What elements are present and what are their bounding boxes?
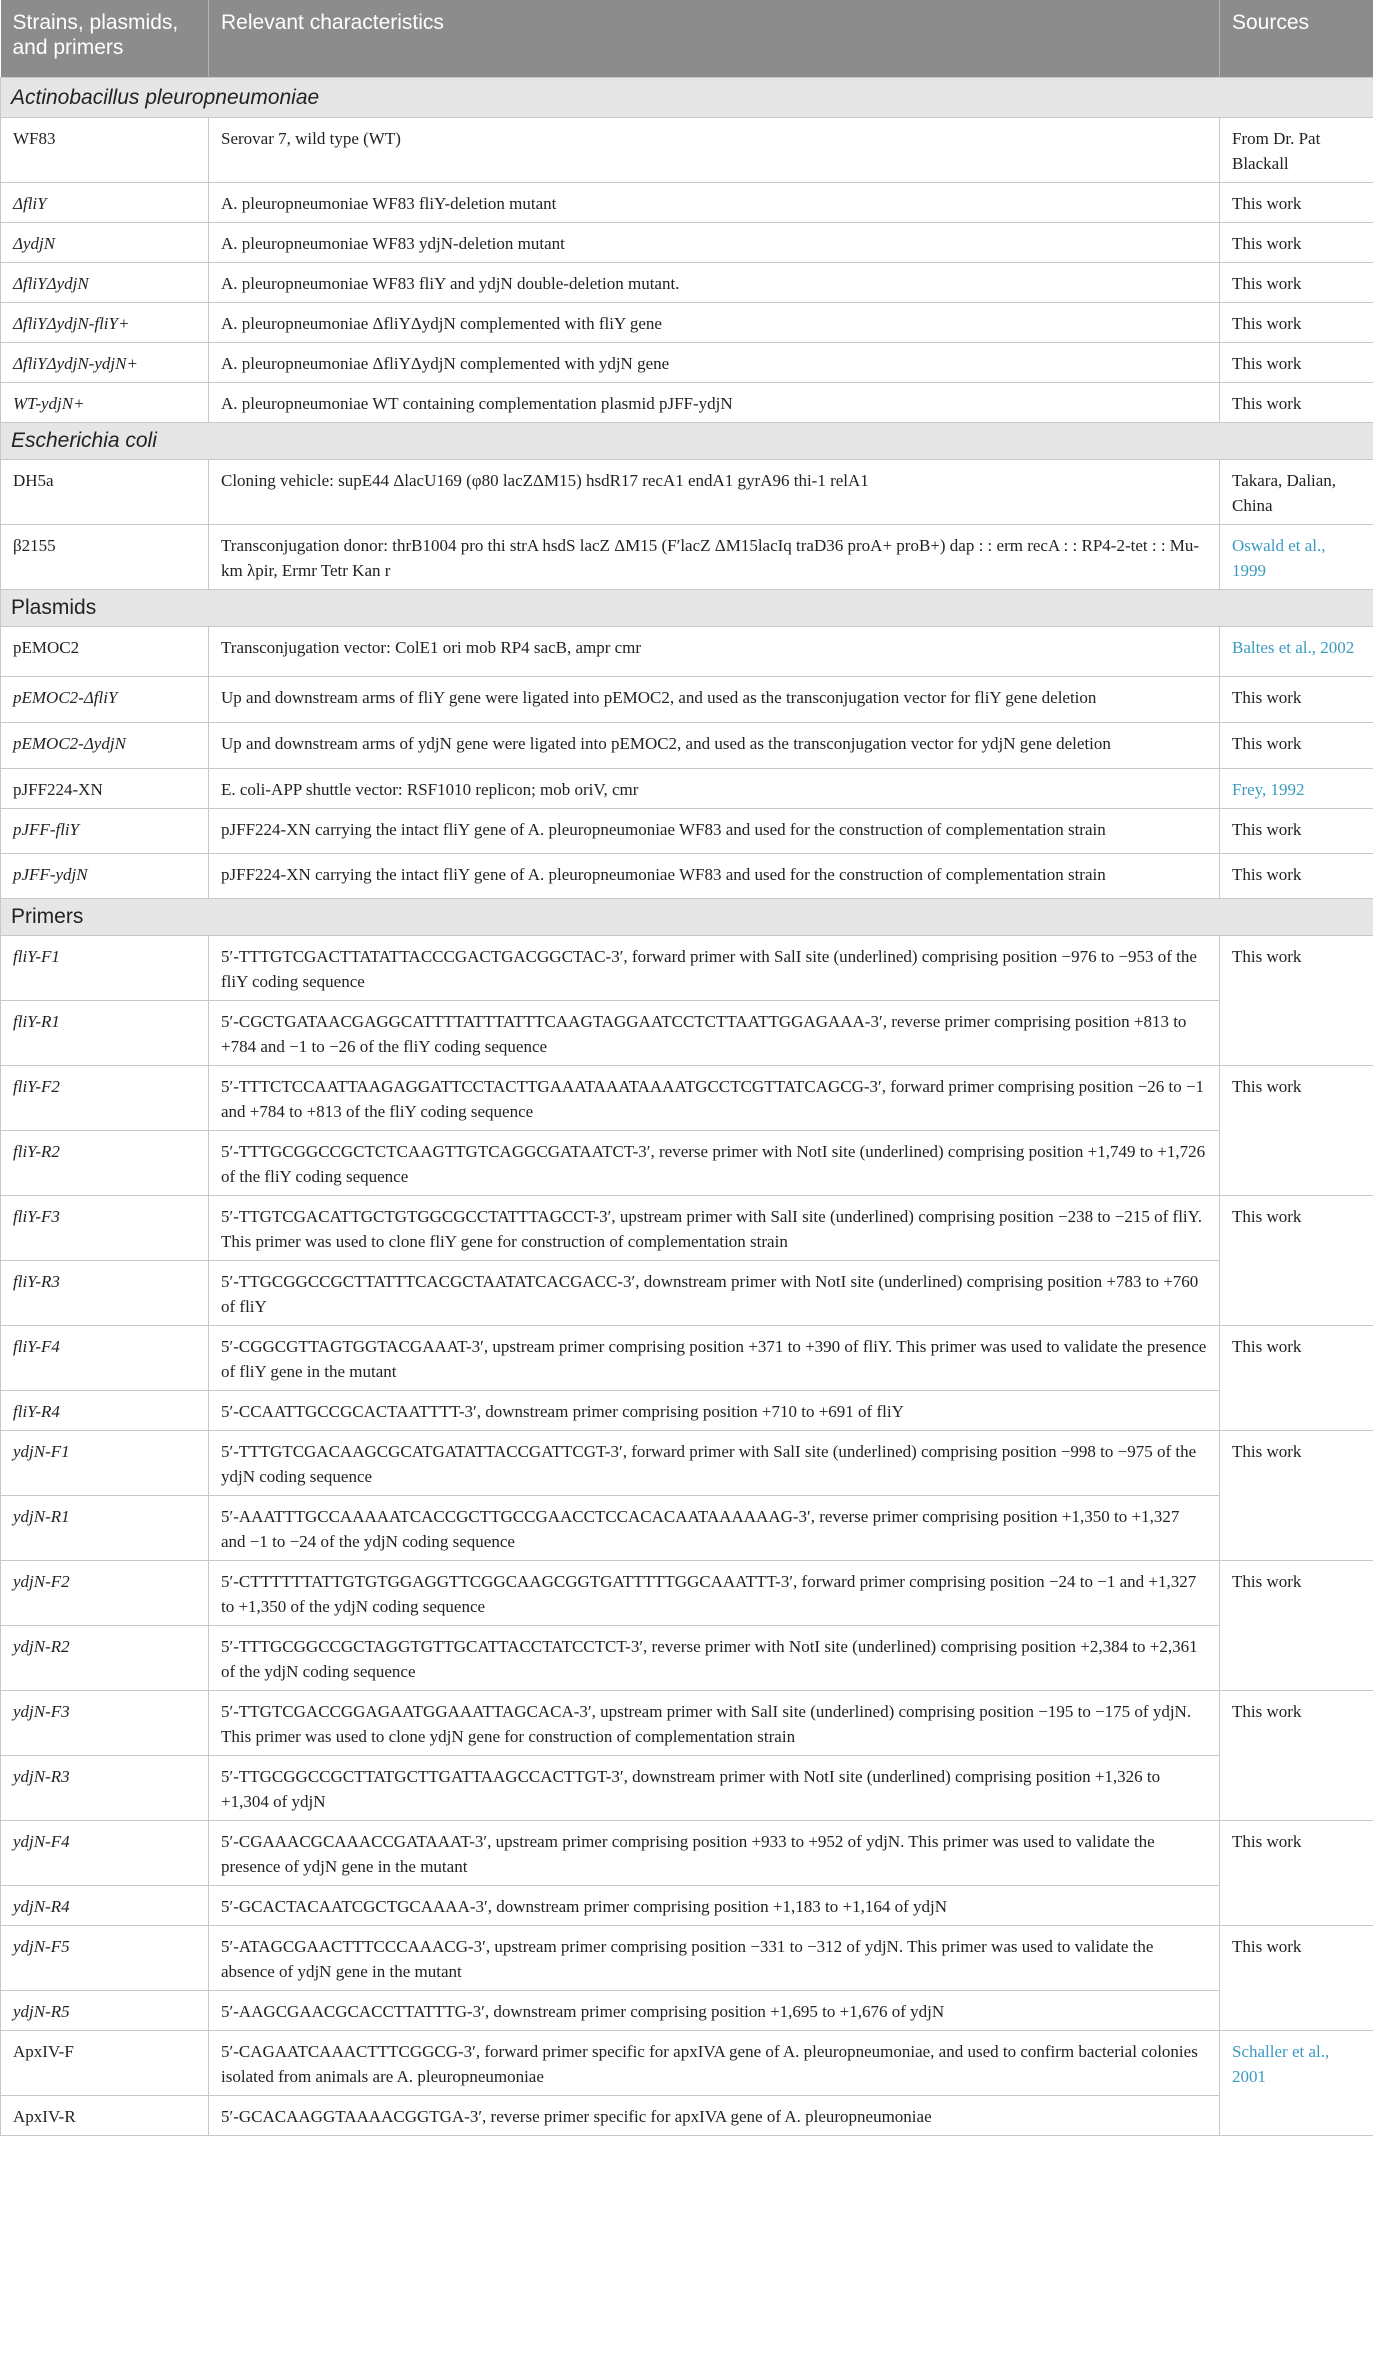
row-name: DH5a [1, 459, 209, 524]
row-characteristics: pJFF224-XN carrying the intact fliY gene of A. pleuropneumoniae WF83 and used for the construction of complementation strain [209, 808, 1220, 853]
row-characteristics: 5′-CGAAACGCAAACCGATAAAT-3′, upstream primer comprising position +933 to +952 of ydjN. This primer was used to validate the presence of ydjN gene in the mutant [209, 1820, 1220, 1885]
table-row [1, 1925, 1373, 1990]
row-name: ydjN-R5 [1, 1990, 209, 2030]
row-source: This work [1220, 935, 1373, 1065]
header-col-sources: Sources [1220, 0, 1373, 77]
row-characteristics: 5′-CGCTGATAACGAGGCATTTTATTTATTTCAAGTAGGAATCCTCTTAATTGGAGAAA-3′, reverse primer comprising position +813 to +784 and −1 to −26 of the fliY coding sequence [209, 1000, 1220, 1065]
header-col-characteristics: Relevant characteristics [209, 0, 1220, 77]
table-header-row [1, 0, 1373, 77]
section-row-primers [1, 898, 1373, 935]
citation-link[interactable]: Baltes et al., 2002 [1220, 626, 1373, 676]
row-name: ΔfliY [1, 182, 209, 222]
section-title-primers: Primers [1, 898, 1373, 935]
row-characteristics: 5′-TTTGTCGACTTATATTACCCGACTGACGGCTAC-3′, forward primer with SalI site (underlined) comprising position −976 to −953 of the fliY coding sequence [209, 935, 1220, 1000]
row-source: This work [1220, 722, 1373, 768]
row-name: ΔydjN [1, 222, 209, 262]
row-characteristics: 5′-TTGCGGCCGCTTATTTCACGCTAATATCACGACC-3′, downstream primer with NotI site (underlined) comprising position +783 to +760 of fliY [209, 1260, 1220, 1325]
section-row-ecoli [1, 422, 1373, 459]
row-characteristics: Up and downstream arms of ydjN gene were ligated into pEMOC2, and used as the transconjugation vector for ydjN gene deletion [209, 722, 1220, 768]
table-row [1, 1990, 1373, 2030]
row-name: WF83 [1, 117, 209, 182]
table-row [1, 1495, 1373, 1560]
row-characteristics: Transconjugation vector: ColE1 ori mob RP4 sacB, ampr cmr [209, 626, 1220, 676]
table-row [1, 342, 1373, 382]
row-characteristics: E. coli-APP shuttle vector: RSF1010 replicon; mob oriV, cmr [209, 768, 1220, 808]
table-row [1, 1885, 1373, 1925]
row-name: fliY-R1 [1, 1000, 209, 1065]
row-name: pEMOC2-ΔfliY [1, 676, 209, 722]
row-name: ydjN-R3 [1, 1755, 209, 1820]
row-name: ydjN-R4 [1, 1885, 209, 1925]
row-name: fliY-F2 [1, 1065, 209, 1130]
row-source: This work [1220, 182, 1373, 222]
row-name: ydjN-F4 [1, 1820, 209, 1885]
row-name: WT-ydjN+ [1, 382, 209, 422]
row-name: ydjN-F3 [1, 1690, 209, 1755]
table-row [1, 808, 1373, 853]
row-characteristics: 5′-CCAATTGCCGCACTAATTTT-3′, downstream primer comprising position +710 to +691 of fliY [209, 1390, 1220, 1430]
row-characteristics: 5′-TTGTCGACATTGCTGTGGCGCCTATTTAGCCT-3′, upstream primer with SalI site (underlined) comprising position −238 to −215 of fliY. This primer was used to clone fliY gene for construction of complementation strain [209, 1195, 1220, 1260]
row-name: fliY-F1 [1, 935, 209, 1000]
table-row [1, 626, 1373, 676]
row-characteristics: Transconjugation donor: thrB1004 pro thi strA hsdS lacZ ΔM15 (F′lacZ ΔM15lacIq traD36 proA+ proB+) dap : : erm recA : : RP4-2-tet : : Mu-km λpir, Ermr Tetr Kan r [209, 524, 1220, 589]
row-source: This work [1220, 1065, 1373, 1195]
row-name: ApxIV-F [1, 2030, 209, 2095]
table-row [1, 222, 1373, 262]
row-name: ydjN-F1 [1, 1430, 209, 1495]
row-name: β2155 [1, 524, 209, 589]
row-name: fliY-R4 [1, 1390, 209, 1430]
section-row-app [1, 77, 1373, 117]
row-name: fliY-F4 [1, 1325, 209, 1390]
table-row [1, 182, 1373, 222]
row-name: ydjN-F2 [1, 1560, 209, 1625]
row-characteristics: A. pleuropneumoniae WF83 ydjN-deletion mutant [209, 222, 1220, 262]
table-row [1, 382, 1373, 422]
row-name: ΔfliYΔydjN-fliY+ [1, 302, 209, 342]
row-characteristics: 5′-CAGAATCAAACTTTCGGCG-3′, forward primer specific for apxIVA gene of A. pleuropneumoniae, and used to confirm bacterial colonies isolated from animals are A. pleuropneumoniae [209, 2030, 1220, 2095]
table-row [1, 1390, 1373, 1430]
row-source: This work [1220, 1560, 1373, 1690]
row-source: Takara, Dalian, China [1220, 459, 1373, 524]
row-source: This work [1220, 1925, 1373, 2030]
table-row [1, 935, 1373, 1000]
row-name: ApxIV-R [1, 2095, 209, 2135]
table-row [1, 1690, 1373, 1755]
row-name: pJFF-fliY [1, 808, 209, 853]
row-characteristics: 5′-AAATTTGCCAAAAATCACCGCTTGCCGAACCTCCACACAATAAAAAAG-3′, reverse primer comprising position +1,350 to +1,327 and −1 to −24 of the ydjN coding sequence [209, 1495, 1220, 1560]
row-characteristics: A. pleuropneumoniae WT containing complementation plasmid pJFF-ydjN [209, 382, 1220, 422]
row-name: fliY-F3 [1, 1195, 209, 1260]
table-row [1, 1625, 1373, 1690]
row-characteristics: A. pleuropneumoniae WF83 fliY and ydjN double-deletion mutant. [209, 262, 1220, 302]
row-characteristics: A. pleuropneumoniae ΔfliYΔydjN complemented with ydjN gene [209, 342, 1220, 382]
table-row [1, 117, 1373, 182]
table-row [1, 1820, 1373, 1885]
row-source: This work [1220, 853, 1373, 898]
table-row [1, 853, 1373, 898]
row-characteristics: A. pleuropneumoniae ΔfliYΔydjN complemented with fliY gene [209, 302, 1220, 342]
table-row [1, 768, 1373, 808]
row-characteristics: 5′-GCACAAGGTAAAACGGTGA-3′, reverse primer specific for apxIVA gene of A. pleuropneumoniae [209, 2095, 1220, 2135]
row-characteristics: 5′-TTTGTCGACAAGCGCATGATATTACCGATTCGT-3′, forward primer with SalI site (underlined) comprising position −998 to −975 of the ydjN coding sequence [209, 1430, 1220, 1495]
row-characteristics: 5′-CGGCGTTAGTGGTACGAAAT-3′, upstream primer comprising position +371 to +390 of fliY. This primer was used to validate the presence of fliY gene in the mutant [209, 1325, 1220, 1390]
row-characteristics: 5′-TTTCTCCAATTAAGAGGATTCCTACTTGAAATAAATAAAATGCCTCGTTATCAGCG-3′, forward primer comprising position −26 to −1 and +784 to +813 of the fliY coding sequence [209, 1065, 1220, 1130]
table-row [1, 1755, 1373, 1820]
header-col-name: Strains, plasmids, and primers [1, 0, 209, 77]
row-source: This work [1220, 382, 1373, 422]
row-source: This work [1220, 222, 1373, 262]
row-characteristics: 5′-TTTGCGGCCGCTCTCAAGTTGTCAGGCGATAATCT-3′, reverse primer with NotI site (underlined) comprising position +1,749 to +1,726 of the fliY coding sequence [209, 1130, 1220, 1195]
table-row [1, 1000, 1373, 1065]
row-characteristics: 5′-CTTTTTTATTGTGTGGAGGTTCGGCAAGCGGTGATTTTTGGCAAATTT-3′, forward primer comprising position −24 to −1 and +1,327 to +1,350 of the ydjN coding sequence [209, 1560, 1220, 1625]
row-source: This work [1220, 1195, 1373, 1325]
table-row [1, 1260, 1373, 1325]
row-name: ydjN-R2 [1, 1625, 209, 1690]
row-source: This work [1220, 676, 1373, 722]
table-row [1, 1325, 1373, 1390]
section-title-ecoli: Escherichia coli [1, 422, 1373, 459]
table-row [1, 2095, 1373, 2135]
table-row [1, 262, 1373, 302]
row-source: This work [1220, 262, 1373, 302]
row-characteristics: Cloning vehicle: supE44 ΔlacU169 (φ80 lacZΔM15) hsdR17 recA1 endA1 gyrA96 thi-1 relA1 [209, 459, 1220, 524]
row-characteristics: 5′-TTGTCGACCGGAGAATGGAAATTAGCACA-3′, upstream primer with SalI site (underlined) comprising position −195 to −175 of ydjN. This primer was used to clone ydjN gene for construction of complementation strain [209, 1690, 1220, 1755]
section-title-plasmids: Plasmids [1, 589, 1373, 626]
table-row [1, 302, 1373, 342]
table-row [1, 1065, 1373, 1130]
row-characteristics: pJFF224-XN carrying the intact fliY gene of A. pleuropneumoniae WF83 and used for the construction of complementation strain [209, 853, 1220, 898]
row-name: ΔfliYΔydjN [1, 262, 209, 302]
row-name: pEMOC2-ΔydjN [1, 722, 209, 768]
row-characteristics: 5′-TTTGCGGCCGCTAGGTGTTGCATTACCTATCCTCT-3′, reverse primer with NotI site (underlined) comprising position +2,384 to +2,361 of the ydjN coding sequence [209, 1625, 1220, 1690]
table-row [1, 524, 1373, 589]
row-source: This work [1220, 1820, 1373, 1925]
section-row-plasmids [1, 589, 1373, 626]
table-row [1, 676, 1373, 722]
row-name: ydjN-R1 [1, 1495, 209, 1560]
row-name: pEMOC2 [1, 626, 209, 676]
row-source: From Dr. Pat Blackall [1220, 117, 1373, 182]
row-characteristics: 5′-GCACTACAATCGCTGCAAAA-3′, downstream primer comprising position +1,183 to +1,164 of ydjN [209, 1885, 1220, 1925]
row-characteristics: Up and downstream arms of fliY gene were ligated into pEMOC2, and used as the transconjugation vector for fliY gene deletion [209, 676, 1220, 722]
row-name: pJFF-ydjN [1, 853, 209, 898]
citation-link[interactable]: Oswald et al., 1999 [1220, 524, 1373, 589]
row-name: fliY-R3 [1, 1260, 209, 1325]
row-characteristics: Serovar 7, wild type (WT) [209, 117, 1220, 182]
row-name: fliY-R2 [1, 1130, 209, 1195]
row-characteristics: A. pleuropneumoniae WF83 fliY-deletion mutant [209, 182, 1220, 222]
row-source: This work [1220, 808, 1373, 853]
row-source: This work [1220, 1430, 1373, 1560]
table-row [1, 2030, 1373, 2095]
table-row [1, 1560, 1373, 1625]
row-source: This work [1220, 342, 1373, 382]
table-row [1, 1430, 1373, 1495]
row-characteristics: 5′-ATAGCGAACTTTCCCAAACG-3′, upstream primer comprising position −331 to −312 of ydjN. This primer was used to validate the absence of ydjN gene in the mutant [209, 1925, 1220, 1990]
table-body [1, 77, 1373, 2135]
row-characteristics: 5′-TTGCGGCCGCTTATGCTTGATTAAGCCACTTGT-3′, downstream primer with NotI site (underlined) comprising position +1,326 to +1,304 of ydjN [209, 1755, 1220, 1820]
citation-link[interactable]: Frey, 1992 [1220, 768, 1373, 808]
table-row [1, 1195, 1373, 1260]
row-source: This work [1220, 1690, 1373, 1820]
row-source: This work [1220, 302, 1373, 342]
row-name: ydjN-F5 [1, 1925, 209, 1990]
row-characteristics: 5′-AAGCGAACGCACCTTATTTG-3′, downstream primer comprising position +1,695 to +1,676 of ydjN [209, 1990, 1220, 2030]
citation-link[interactable]: Schaller et al., 2001 [1220, 2030, 1373, 2135]
table-row [1, 459, 1373, 524]
section-title-app: Actinobacillus pleuropneumoniae [1, 77, 1373, 117]
row-name: ΔfliYΔydjN-ydjN+ [1, 342, 209, 382]
table-row [1, 1130, 1373, 1195]
table-row [1, 722, 1373, 768]
row-source: This work [1220, 1325, 1373, 1430]
row-name: pJFF224-XN [1, 768, 209, 808]
